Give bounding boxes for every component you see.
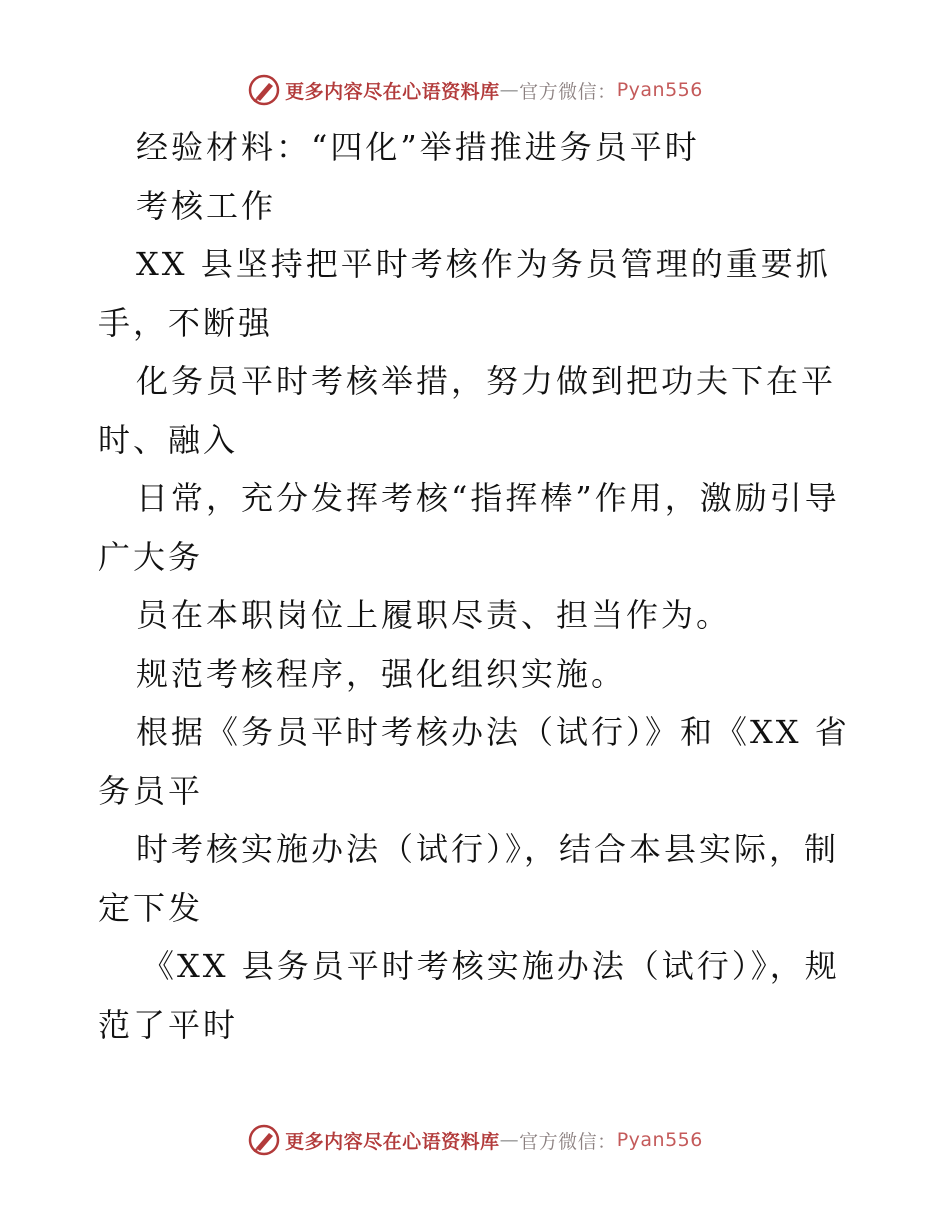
text-line: 时考核实施办法（试行）》，结合本县实际，制 (136, 830, 840, 868)
text-line: 广大务 (98, 537, 204, 576)
text-line: XX 县坚持把平时考核作为务员管理的重要抓 (136, 245, 831, 283)
watermark-dash: — (499, 1129, 520, 1151)
text-line: 《XX 县务员平时考核实施办法（试行）》，规 (142, 947, 840, 985)
text-line: 员在本职岗位上履职尽责、担当作为。 (136, 596, 732, 634)
text-line: 经验材料：“四化”举措推进务员平时 (136, 128, 700, 166)
watermark-footer (0, 1118, 950, 1162)
text-line: 范了平时 (98, 1005, 239, 1044)
pen-logo-icon (247, 1123, 281, 1157)
watermark-official: 官方微信： (519, 1130, 617, 1153)
text-line: 考核工作 (136, 186, 277, 225)
pen-logo-icon (247, 73, 281, 107)
watermark-dash: — (499, 79, 520, 101)
watermark-wechat-id: Pyan556 (616, 79, 703, 101)
text-line: 规范考核程序，强化组织实施。 (136, 654, 627, 693)
text-line: 时、融入 (98, 420, 239, 459)
text-line: 根据《务员平时考核办法（试行）》和《XX 省 (136, 713, 850, 751)
text-line: 手，不断强 (98, 303, 274, 342)
text-line: 定下发 (98, 888, 204, 927)
text-line: 化务员平时考核举措，努力做到把功夫下在平 (136, 362, 837, 400)
text-line: 日常，充分发挥考核“指挥棒”作用，激励引导 (136, 479, 840, 517)
document-body (98, 118, 858, 1054)
watermark-official: 官方微信： (519, 80, 617, 103)
watermark-header (0, 68, 950, 112)
watermark-brand: 更多内容尽在心语资料库 (285, 80, 500, 103)
watermark-brand: 更多内容尽在心语资料库 (285, 1130, 500, 1153)
text-line: 务员平 (98, 771, 204, 810)
watermark-wechat-id: Pyan556 (616, 1129, 703, 1151)
